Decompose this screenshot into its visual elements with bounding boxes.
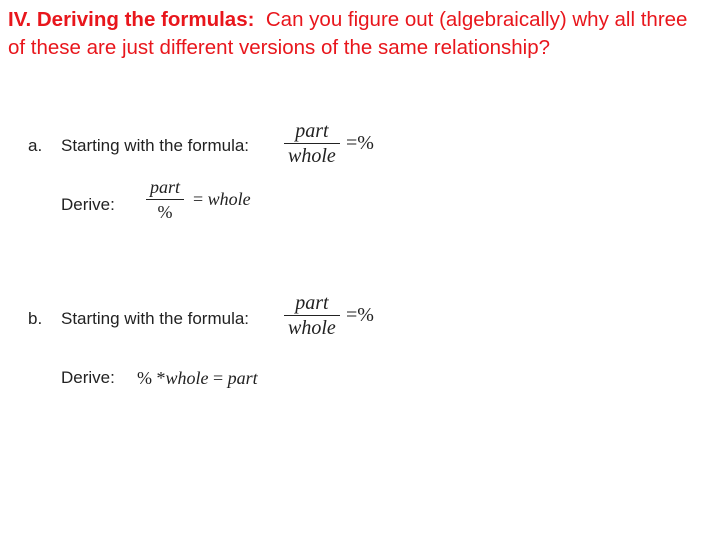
part-b-derive-label: Derive: <box>61 368 115 387</box>
times-sign: * <box>156 368 166 388</box>
fraction-numerator: part <box>295 292 329 314</box>
part-a-derive-rhs <box>193 189 251 210</box>
part-a-derive-fraction <box>146 176 184 223</box>
fraction-numerator: part <box>295 120 329 142</box>
equals-sign: = <box>213 368 224 388</box>
heading-bold: IV. Deriving the formulas: <box>8 8 255 31</box>
part-b-starting-text: Starting with the formula: <box>61 309 250 328</box>
whole-variable: whole <box>165 368 209 388</box>
part-a-marker: a. <box>28 136 43 155</box>
part-a-derive-label: Derive: <box>61 195 115 214</box>
part-a-starting-text: Starting with the formula: <box>61 136 250 155</box>
part-b-formula-fraction <box>284 292 340 339</box>
equals-sign: = <box>346 304 358 326</box>
section-heading <box>8 6 708 62</box>
fraction-denominator: % <box>157 202 173 222</box>
whole-variable: whole <box>207 189 251 209</box>
part-b-marker: b. <box>28 309 43 328</box>
percent-sign: % <box>137 368 152 388</box>
part-b-derive-equation <box>137 368 258 389</box>
fraction-denominator: whole <box>288 145 336 167</box>
heading-question: Can you figure out (algebraically) why all three of these are just different versions of the same relationship? <box>8 8 688 59</box>
equals-sign: = <box>193 189 204 209</box>
fraction-denominator: whole <box>288 317 336 339</box>
part-b-formula-rhs <box>346 304 374 327</box>
percent-sign: % <box>357 304 374 326</box>
part-a-formula-fraction <box>284 120 340 167</box>
part-variable: part <box>227 368 258 388</box>
part-a-formula-rhs <box>346 132 374 155</box>
fraction-numerator: part <box>150 177 181 197</box>
percent-sign: % <box>357 132 374 154</box>
equals-sign: = <box>346 132 358 154</box>
